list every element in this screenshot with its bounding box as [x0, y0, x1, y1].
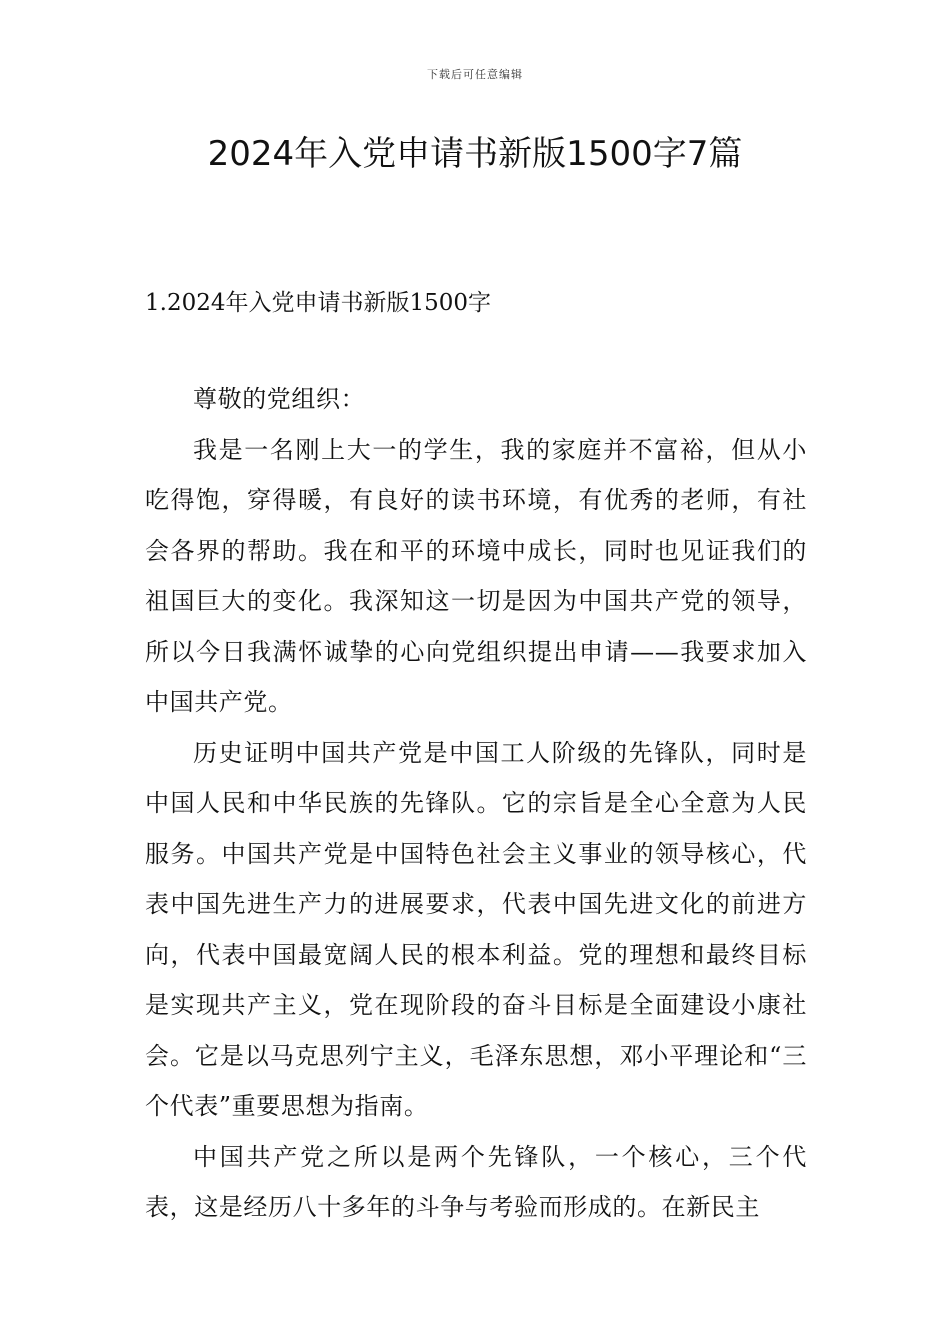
paragraph-2: 历史证明中国共产党是中国工人阶级的先锋队，同时是中国人民和中华民族的先锋队。它的宗旨是全心全意为人民服务。中国共产党是中国特色社会主义事业的领导核心，代表中国先进生产力的进展要求，代表中国先进文化的前进方向，代表中国最宽阔人民的根本利益。党的理想和最终目标是实现共产主义，党在现阶段的奋斗目标是全面建设小康社会。它是以马克思列宁主义，毛泽东思想，邓小平理论和“三个代表”重要思想为指南。 — [145, 738, 807, 1120]
paragraph-1: 我是一名刚上大一的学生，我的家庭并不富裕，但从小吃得饱，穿得暖，有良好的读书环境，有优秀的老师，有社会各界的帮助。我在和平的环境中成长，同时也见证我们的祖国巨大的变化。我深知这一切是因为中国共产党的领导，所以今日我满怀诚挚的心向党组织提出申请——我要求加入中国共产党。 — [145, 435, 807, 716]
body-text — [145, 374, 807, 1233]
section-heading: 1.2024年入党申请书新版1500字 — [145, 290, 492, 316]
header-note: 下载后可任意编辑 — [427, 68, 523, 81]
paragraph-3: 中国共产党之所以是两个先锋队，一个核心，三个代表，这是经历八十多年的斗争与考验而形成的。在新民主 — [145, 1142, 807, 1221]
document-title: 2024年入党申请书新版1500字7篇 — [207, 134, 743, 174]
salutation: 尊敬的党组织： — [193, 385, 366, 413]
